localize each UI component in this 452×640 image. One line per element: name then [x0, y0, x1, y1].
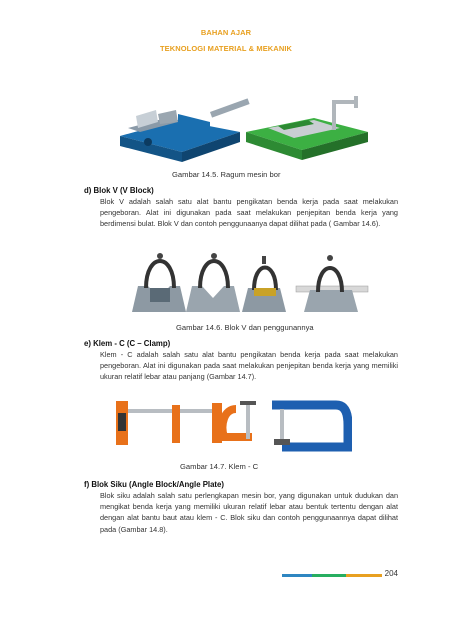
- section-f-body: Blok siku adalah salah satu perlengkapan mesin bor, yang digunakan untuk dudukan dan mengikat benda kerja yang memiliki ukuran relatif lebar atau bentuk tertentu dengan alat dengan alat bantu baut atau klem - C. Blok siku dan contoh penggunaannya dapat dilihat pada (Gambar 14.8).: [100, 491, 398, 534]
- irwin-logo-text: IRWIN: [308, 433, 326, 439]
- v-block-picture-1: [132, 253, 186, 312]
- page-number: 204: [384, 569, 398, 578]
- figure-14-7-caption: Gambar 14.7. Klem - C: [180, 462, 259, 471]
- footer-bar-green: [312, 574, 346, 577]
- section-e-body: Klem - C adalah salah satu alat bantu pengikatan benda kerja pada saat melakukan pengeboran. Alat ini digunakan pada saat melakukan penjepitan benda kerja yang memiliki ukuran relatif lebar atau panjang (Gambar 14.7).: [100, 350, 398, 382]
- figure-14-5-image: [118, 92, 374, 164]
- figure-14-6-caption: Gambar 14.6. Blok V dan penggunannya: [176, 323, 314, 332]
- figure-14-7-image: [112, 395, 352, 455]
- figure-14-5-caption: Gambar 14.5. Ragum mesin bor: [172, 170, 281, 179]
- v-block-picture-2: [186, 253, 240, 312]
- header-title: BAHAN AJAR: [200, 28, 252, 37]
- blue-c-clamp-picture: [272, 405, 348, 447]
- figure-14-6-image: [130, 248, 370, 314]
- small-orange-c-clamp-picture: [223, 401, 257, 439]
- green-drill-vise-picture: [246, 96, 368, 160]
- footer-bar-blue: [282, 574, 312, 577]
- section-e-title: e) Klem - C (C – Clamp): [84, 339, 171, 348]
- blue-drill-vise-picture: [120, 98, 250, 162]
- section-d-title: d) Blok V (V Block): [84, 186, 154, 195]
- header-subtitle: TEKNOLOGI MATERIAL & MEKANIK: [159, 44, 293, 53]
- orange-bar-clamp-picture: [116, 401, 222, 445]
- v-block-with-rod-picture: [296, 255, 368, 312]
- v-block-picture-3: [242, 256, 286, 312]
- section-f-title: f) Blok Siku (Angle Block/Angle Plate): [84, 480, 224, 489]
- section-d-body: Blok V adalah salah satu alat bantu pengikatan benda kerja pada saat melakukan pengeboran. Alat ini digunakan pada saat melakukan penjepitan benda kerja yang berdimensi bulat. Blok V dan contoh penggunaanya dapat dilihat pada ( Gambar 14.6).: [100, 197, 398, 229]
- footer-bar-orange: [346, 574, 382, 577]
